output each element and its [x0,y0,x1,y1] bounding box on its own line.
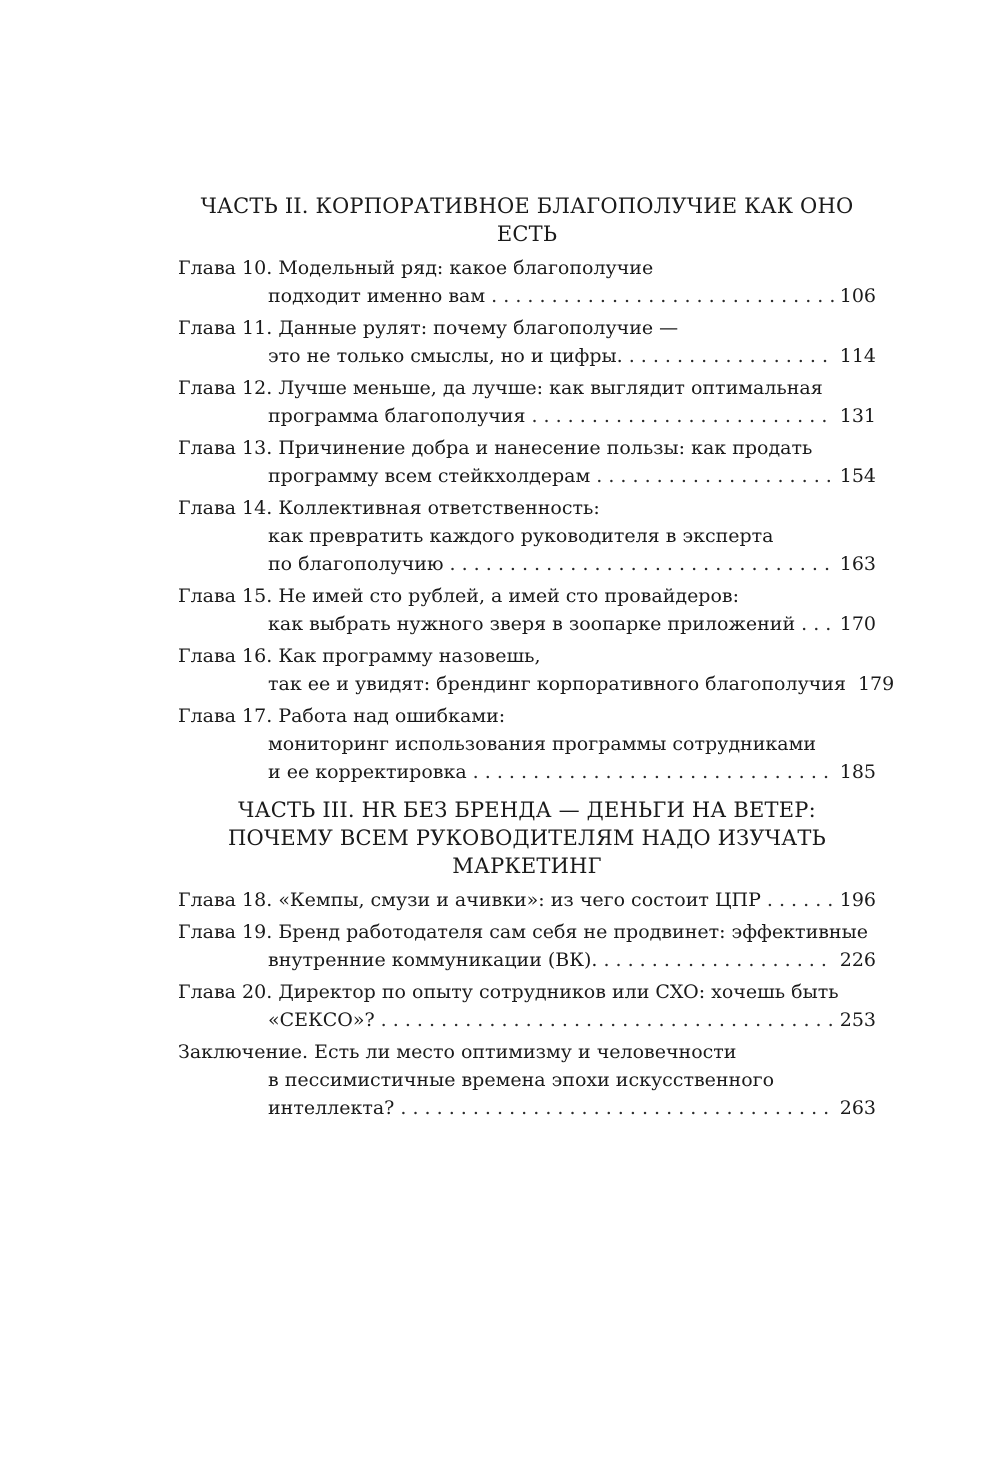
chapter-label: Глава 17. [178,705,273,727]
table-of-contents [178,192,895,1126]
entry-last-text: как выбрать нужного зверя в зоопарке приложений [268,613,796,635]
toc-entry[interactable] [178,582,876,638]
entry-title: Как программу назовешь, [278,645,541,667]
entry-title: Модельный ряд: какое благополучие [278,257,654,279]
part-3-heading-line-1: ЧАСТЬ III. HR БЕЗ БРЕНДА — ДЕНЬГИ НА ВЕТЕР: [238,798,816,822]
toc-entry[interactable] [178,254,876,310]
toc-entry[interactable] [178,434,876,490]
entry-first-line [178,582,876,610]
part-2-entries [178,254,895,786]
toc-entry[interactable] [178,702,876,786]
page-number: 131 [839,405,876,427]
entry-title: Лучше меньше, да лучше: как выглядит оптимальная [278,377,823,399]
entry-last-text: «СЕКСО»? [268,1009,375,1031]
entry-last-text: программа благополучия [268,405,526,427]
entry-first-line [178,314,876,342]
conclusion-title: Заключение. Есть ли место оптимизму и человечности [178,1041,737,1063]
page-number: 196 [839,889,876,911]
entry-last-text: программу всем стейкхолдерам [268,465,591,487]
toc-entry-conclusion[interactable] [178,1038,876,1122]
entry-last-text: подходит именно вам [268,285,486,307]
toc-entry[interactable] [178,918,876,974]
entry-single-line [178,886,876,914]
conclusion-last-text: интеллекта? [268,1097,395,1119]
entry-last-line [178,946,876,974]
chapter-label: Глава 11. [178,317,273,339]
chapter-label: Глава 19. [178,921,273,943]
entry-first-line [178,254,876,282]
page-number: 154 [839,465,876,487]
entry-title: Бренд работодателя сам себя не продвинет: эффективные [278,921,868,943]
part-2-heading-line-1: ЧАСТЬ II. КОРПОРАТИВНОЕ БЛАГОПОЛУЧИЕ КАК ОНО [200,194,854,218]
entry-first-line [178,494,876,522]
entry-last-line [178,670,895,698]
dot-leader [400,1094,833,1122]
part-3-heading-line-2: ПОЧЕМУ ВСЕМ РУКОВОДИТЕЛЯМ НАДО ИЗУЧАТЬ [228,826,826,850]
entry-continuation: как превратить каждого руководителя в эксперта [268,525,774,547]
part-3-entries [178,886,876,1034]
chapter-label: Глава 20. [178,981,273,1003]
conclusion-line: в пессимистичные времена эпохи искусственного [268,1069,775,1091]
page-number: 185 [839,761,876,783]
entry-first-line [178,978,876,1006]
toc-entry[interactable] [178,374,876,430]
entry-first-line [178,434,876,462]
dot-leader [596,462,833,490]
entry-last-line [178,462,876,490]
page-number: 114 [839,345,876,367]
entry-continuation: мониторинг использования программы сотрудниками [268,733,817,755]
page-number: 253 [839,1009,876,1031]
dot-leader [531,402,833,430]
dot-leader [473,758,834,786]
entry-last-text: по благополучию [268,553,444,575]
dot-leader [491,282,834,310]
toc-entry[interactable] [178,642,895,698]
part-3-heading [178,796,876,880]
part-2-heading [178,192,876,248]
dot-leader [603,946,833,974]
entry-last-line [178,550,876,578]
toc-entry[interactable] [178,314,876,370]
toc-entry[interactable] [178,494,876,578]
page-number: 226 [839,949,876,971]
entry-last-text: это не только смыслы, но и цифры. [268,345,623,367]
entry-last-line [178,1006,876,1034]
entry-title: Директор по опыту сотрудников или CXO: хочешь быть [278,981,839,1003]
page-number: 179 [857,673,895,695]
dot-leader [629,342,834,370]
entry-first-line [178,642,876,670]
dot-leader [381,1006,834,1034]
part-2-heading-line-2: ЕСТЬ [496,222,558,246]
dot-leader [450,550,834,578]
chapter-label: Глава 16. [178,645,273,667]
page-number: 163 [839,553,876,575]
entry-first-line [178,918,876,946]
entry-last-text: «Кемпы, смузи и ачивки»: из чего состоит ЦПР [278,889,761,911]
part-3-heading-line-3: МАРКЕТИНГ [452,854,602,878]
toc-entry[interactable] [178,978,876,1034]
conclusion-last-line [178,1094,876,1122]
entry-title: Данные рулят: почему благополучие — [278,317,679,339]
entry-title: Работа над ошибками: [278,705,506,727]
entry-last-line [178,610,876,638]
entry-last-text: и ее корректировка [268,761,467,783]
chapter-label: Глава 10. [178,257,273,279]
entry-first-line [178,702,876,730]
page-number: 263 [839,1097,876,1119]
entry-title [178,886,761,914]
chapter-label: Глава 15. [178,585,273,607]
entry-last-text: так ее и увидят: брендинг корпоративного благополучия [268,673,846,695]
dot-leader [767,886,834,914]
entry-last-line [178,282,876,310]
entry-title: Не имей сто рублей, а имей сто провайдеров: [278,585,740,607]
entry-last-text: внутренние коммуникации (ВК). [268,949,598,971]
entry-last-line [178,758,876,786]
page-number: 106 [839,285,876,307]
entry-title: Причинение добра и нанесение пользы: как продать [278,437,813,459]
entry-last-line [178,342,876,370]
chapter-label: Глава 12. [178,377,273,399]
chapter-label: Глава 18. [178,889,273,911]
page-number: 170 [839,613,876,635]
entry-first-line [178,374,876,402]
toc-entry[interactable] [178,886,876,914]
entry-last-line [178,402,876,430]
entry-title: Коллективная ответственность: [278,497,600,519]
chapter-label: Глава 14. [178,497,273,519]
dot-leader [801,610,834,638]
chapter-label: Глава 13. [178,437,273,459]
